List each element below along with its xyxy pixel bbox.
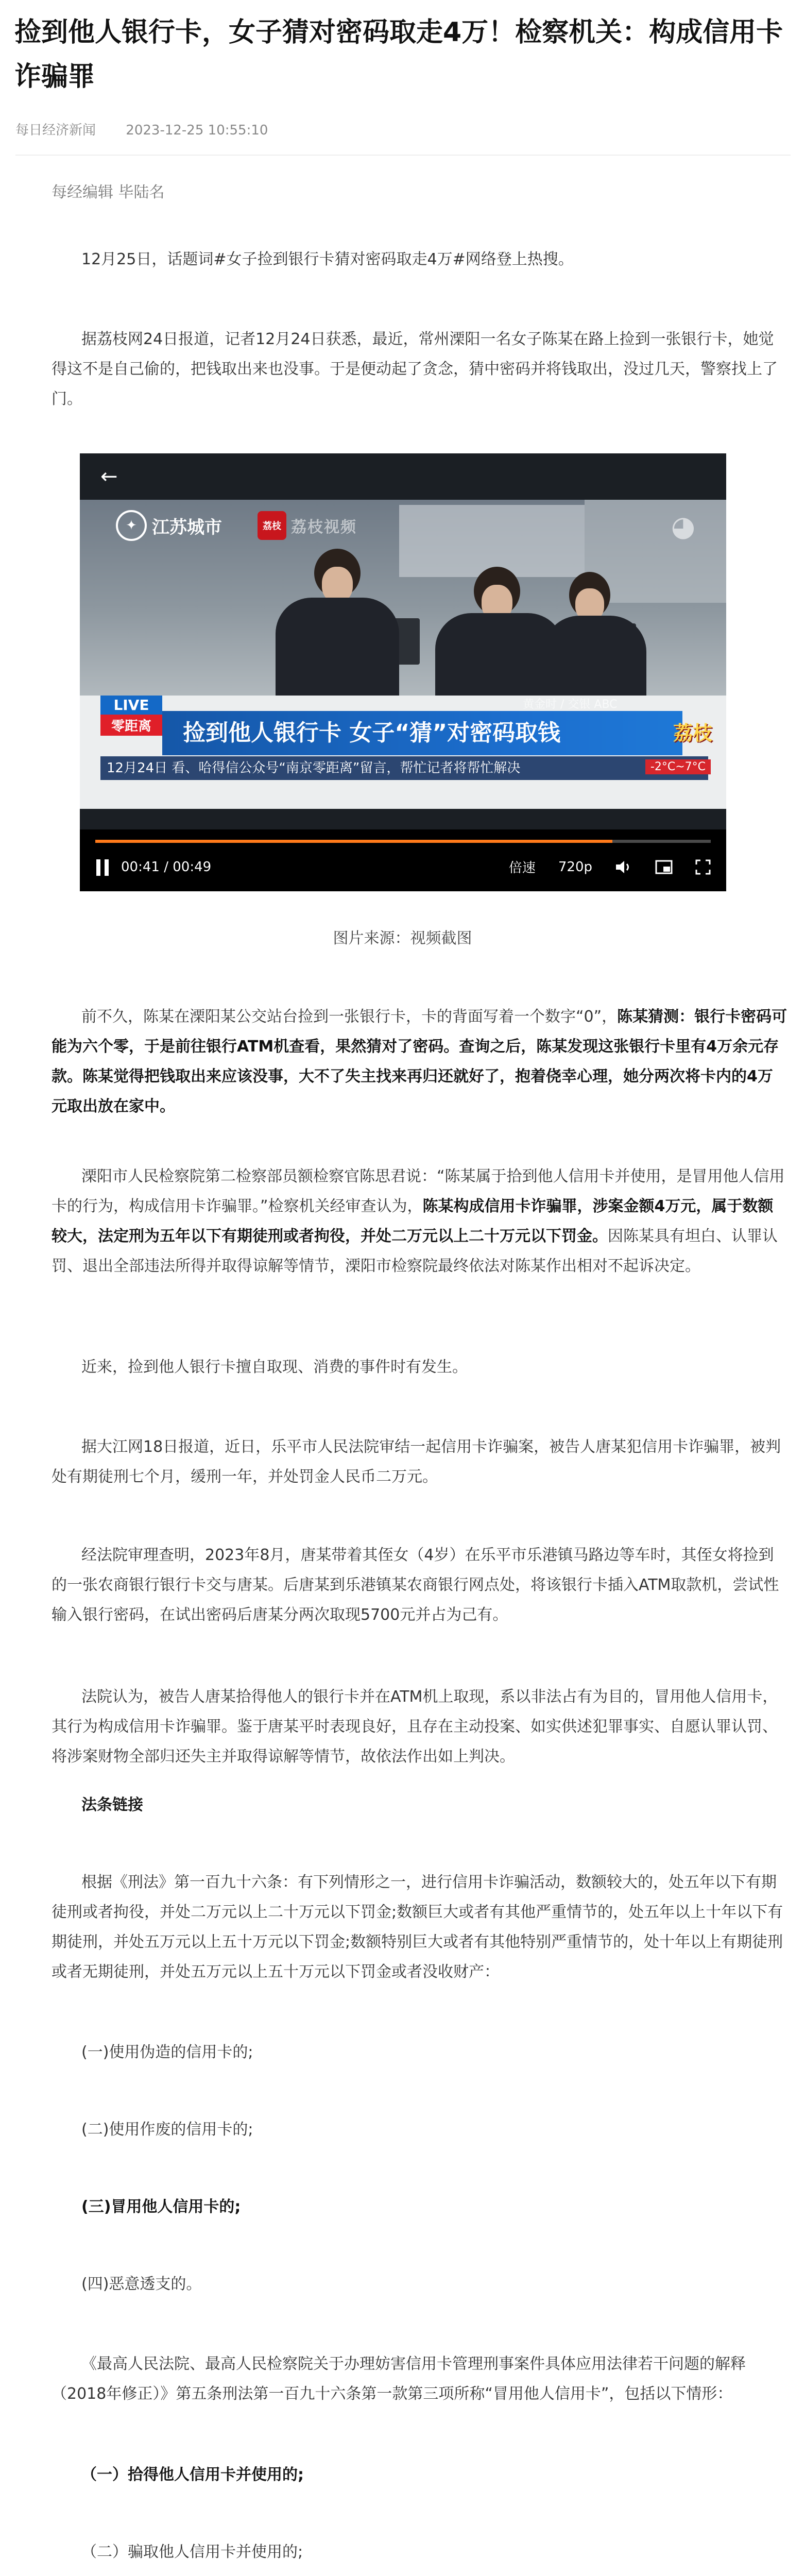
paragraph-10: 《最高人民法院、最高人民检察院关于办理妨害信用卡管理刑事案件具体应用法律若干问题的解释（2018年修正）》第五条刑法第一百九十六条第一款第三项所称“冒用他人信用卡”，包括以下情形： xyxy=(52,2355,746,2403)
paragraph-3 xyxy=(52,1002,788,1122)
interpretation-item-2: （二）骗取他人信用卡并使用的; xyxy=(81,2543,303,2561)
interpretation-item-1: （一）拾得他人信用卡并使用的; xyxy=(81,2466,304,2484)
video-player[interactable] xyxy=(80,453,726,891)
speed-button[interactable]: 倍速 xyxy=(508,860,536,876)
current-time: 00:41 xyxy=(121,859,160,875)
article-meta xyxy=(15,120,294,139)
image-caption: 图片来源：视频截图 xyxy=(333,929,472,947)
volume-icon[interactable] xyxy=(615,859,632,875)
article-datetime: 2023-12-25 10:55:10 xyxy=(126,123,268,138)
paragraph-9: 根据《刑法》第一百九十六条：有下列情形之一，进行信用卡诈骗活动，数额较大的，处五年以下有期徒刑或者拘役，并处二万元以上二十万元以下罚金;数额巨大或者有其他严重情节的，处五年以上十年以下有期徒刑，并处五万元以上五十万元以下罚金;数额特别巨大或者有其他特别严重情节的，处十年以上有期徒刑或者无期徒刑，并处五万元以上五十万元以下罚金或者没收财产： xyxy=(52,1873,783,1981)
channel-tag: 零距离 xyxy=(100,715,162,736)
paragraph-3-bold: 陈某猜测：银行卡密码可能为六个零，于是前往银行ATM机查看，果然猜对了密码。查询之后，陈某发现这张银行卡里有4万余元存款。陈某觉得把钱取出来应该没事，大不了失主找来再归还就好了，抱着侥幸心理，她分两次将卡内的4万元取出放在家中。 xyxy=(52,1008,787,1115)
video-controls xyxy=(80,829,726,891)
header-divider xyxy=(15,155,791,156)
pause-icon[interactable] xyxy=(95,858,110,877)
law-item-2: (二)使用作废的信用卡的; xyxy=(81,2121,253,2139)
time-readout: 00:41 / 00:49 xyxy=(121,859,212,875)
corner-info: 黄金时 / 交银 ABC xyxy=(523,698,618,711)
progress-bar[interactable] xyxy=(95,840,711,843)
paragraph-5: 近来，捡到他人银行卡擅自取现、消费的事件时有发生。 xyxy=(81,1358,468,1376)
live-tag xyxy=(100,696,162,736)
editor-credit: 每经编辑 毕陆名 xyxy=(52,183,165,201)
paragraph-4-tail: 因陈某具有坦白、认罪认罚、退出全部违法所得并取得谅解等情节，溧阳市检察院最终依法对陈某作出相对不起诉决定。 xyxy=(52,1227,778,1275)
duration: 00:49 xyxy=(173,859,212,875)
paragraph-4-lead: 溧阳市人民检察院第二检察部员额检察官陈思君说：“陈某属于拾到他人信用卡并使用，是冒用他人信用卡的行为，构成信用卡诈骗罪。”检察机关经审查认为， xyxy=(52,1167,785,1215)
pip-icon[interactable] xyxy=(655,859,673,875)
article-title: 捡到他人银行卡，女子猜对密码取走4万！检察机关：构成信用卡诈骗罪 xyxy=(14,17,783,92)
paragraph-4 xyxy=(52,1162,788,1281)
paragraph-2: 据荔枝网24日报道，记者12月24日获悉，最近，常州溧阳一名女子陈某在路上捡到一张银行卡，她觉得这不是自己偷的，把钱取出来也没事。于是便动起了贪念，猜中密码并将钱取出，没过几天，警察找上了门。 xyxy=(52,330,778,408)
temperature-badge: -2°C~7°C xyxy=(645,759,711,774)
back-arrow-icon[interactable]: ← xyxy=(100,465,118,488)
law-item-4: (四)恶意透支的。 xyxy=(81,2275,202,2293)
law-heading: 法条链接 xyxy=(81,1796,143,1814)
law-item-3: (三)冒用他人信用卡的; xyxy=(81,2198,241,2216)
article-source[interactable]: 每日经济新闻 xyxy=(15,123,96,138)
paragraph-1: 12月25日，话题词#女子捡到银行卡猜对密码取走4万#网络登上热搜。 xyxy=(81,250,574,268)
corner-logo: 荔枝 xyxy=(673,722,712,744)
progress-fill xyxy=(95,840,612,843)
video-control-group xyxy=(509,857,711,876)
video-watermark: 荔枝视频 xyxy=(291,518,357,536)
news-subline: 12月24日 看、哈得信公众号“南京零距离”留言，帮忙记者将帮忙解决 xyxy=(100,756,708,780)
paragraph-4-bold: 陈某构成信用卡诈骗罪，涉案金额4万元，属于数额较大，法定刑为五年以下有期徒刑或者拘役，并处二万元以上二十万元以下罚金。 xyxy=(52,1197,774,1245)
news-headline-banner: 捡到他人银行卡 女子“猜”对密码取钱 xyxy=(162,711,682,755)
weibo-icon: ◕ xyxy=(671,510,695,543)
paragraph-8: 法院认为，被告人唐某拾得他人的银行卡并在ATM机上取现，系以非法占有为目的，冒用他人信用卡，其行为构成信用卡诈骗罪。鉴于唐某平时表现良好，且存在主动投案、如实供述犯罪事实、自愿认罪认罚、将涉案财物全部归还失主并取得谅解等情节，故依法作出如上判决。 xyxy=(52,1688,778,1766)
fullscreen-icon[interactable] xyxy=(695,859,711,875)
paragraph-3-lead: 前不久，陈某在溧阳某公交站台捡到一张银行卡，卡的背面写着一个数字“0”， xyxy=(81,1008,618,1026)
quality-button[interactable]: 720p xyxy=(558,859,592,875)
paragraph-7: 经法院审理查明，2023年8月，唐某带着其侄女（4岁）在乐平市乐港镇马路边等车时，其侄女将捡到的一张农商银行银行卡交与唐某。后唐某到乐港镇某农商银行网点处，将该银行卡插入ATM取款机，尝试性输入银行密码，在试出密码后唐某分两次取现5700元并占为己有。 xyxy=(52,1546,779,1624)
channel-logo-icon: ✦ xyxy=(116,510,147,541)
red-station-logo: 荔枝 xyxy=(258,511,286,540)
law-item-1: (一)使用伪造的信用卡的; xyxy=(81,2043,253,2061)
channel-logo xyxy=(116,510,222,541)
channel-logo-text: 江苏城市 xyxy=(152,517,222,538)
live-label: LIVE xyxy=(100,696,162,715)
paragraph-6: 据大江网18日报道，近日，乐平市人民法院审结一起信用卡诈骗案，被告人唐某犯信用卡诈骗罪，被判处有期徒刑七个月，缓刑一年，并处罚金人民币二万元。 xyxy=(52,1438,781,1486)
